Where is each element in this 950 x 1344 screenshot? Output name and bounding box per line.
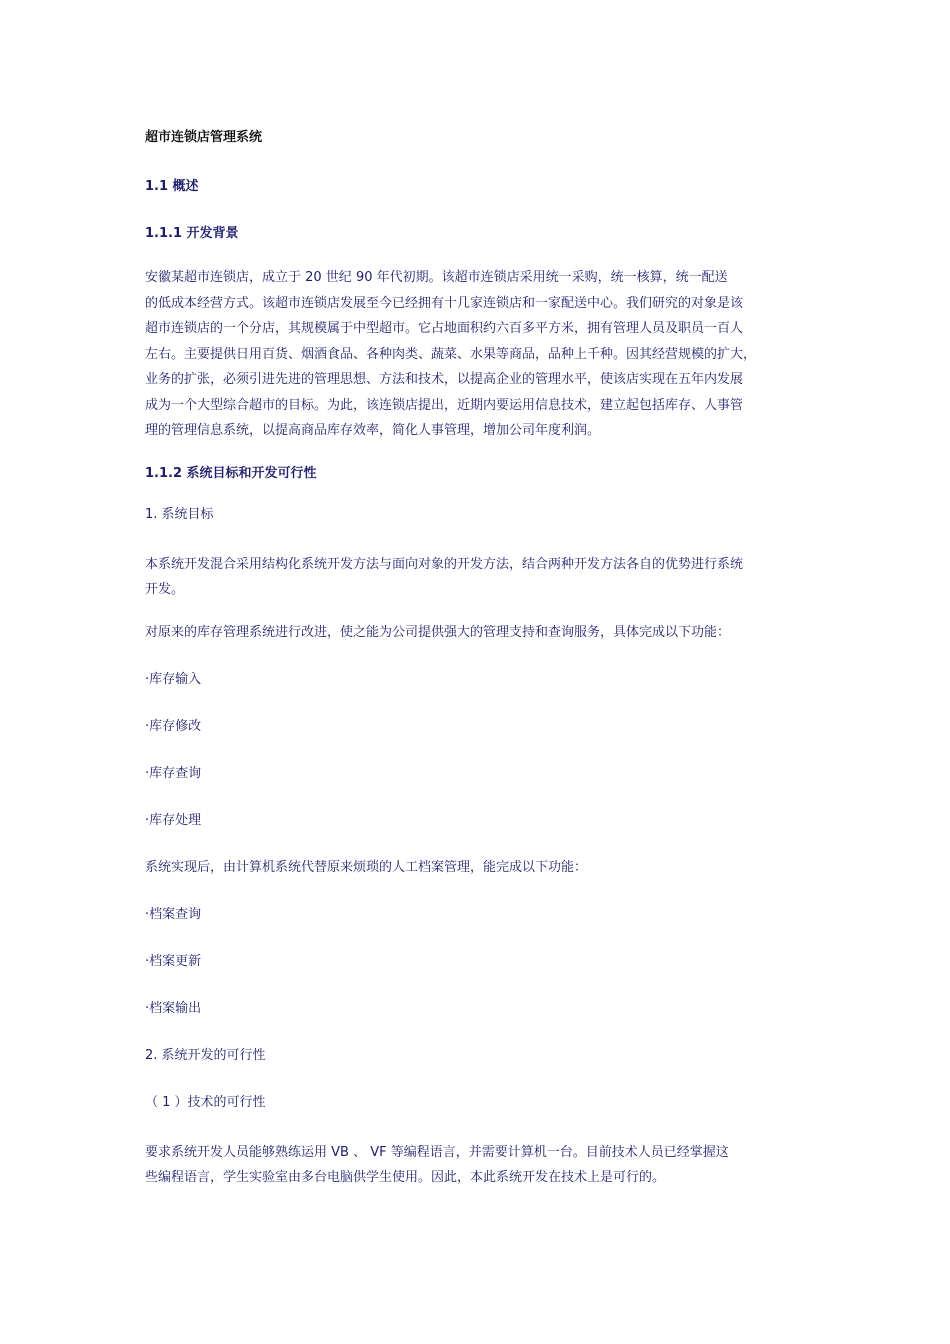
- method-paragraph: [145, 552, 815, 603]
- heading-goals-feasibility: 1.1.2 系统目标和开发可行性: [145, 465, 317, 481]
- paragraph-line: 左右。主要提供日用百货、烟酒食品、各种肉类、蔬菜、水果等商品，品种上千种。因其经营规模的扩大，: [145, 346, 757, 362]
- list-item-inventory-input: ·库存输入: [145, 671, 202, 687]
- list-item-inventory-modify: ·库存修改: [145, 718, 202, 734]
- paragraph-line: 理的管理信息系统，以提高商品库存效率，简化人事管理，增加公司年度利润。: [145, 423, 601, 438]
- document-title: 超市连锁店管理系统: [145, 130, 263, 145]
- paragraph-line: 成为一个大型综合超市的目标。为此，该连锁店提出，近期内要运用信息技术，建立起包括库存、人事管: [145, 397, 744, 413]
- paragraph-line: 的低成本经营方式。该超市连锁店发展至今已经拥有十几家连锁店和一家配送中心。我们研究的对象是该: [145, 295, 744, 311]
- list-item-archive-output: ·档案输出: [145, 1000, 202, 1016]
- paragraph-line: 些编程语言，学生实验室由多台电脑供学生使用。因此，本此系统开发在技术上是可行的。: [145, 1170, 666, 1185]
- document-page: [145, 128, 815, 1211]
- list-item-inventory-process: ·库存处理: [145, 812, 202, 828]
- inventory-intro: 对原来的库存管理系统进行改进，使之能为公司提供强大的管理支持和查询服务，具体完成以下功能：: [145, 624, 731, 640]
- item-feasibility: 2. 系统开发的可行性: [145, 1047, 266, 1063]
- heading-overview: 1.1 概述: [145, 179, 199, 194]
- item-technical-feasibility: （ 1 ）技术的可行性: [145, 1094, 266, 1110]
- item-system-goals: 1. 系统目标: [145, 506, 214, 522]
- tech-paragraph: [145, 1140, 815, 1191]
- paragraph-line: 本系统开发混合采用结构化系统开发方法与面向对象的开发方法，结合两种开发方法各自的优势进行系统: [145, 556, 744, 572]
- paragraph-line: 开发。: [145, 582, 185, 597]
- paragraph-line: 安徽某超市连锁店，成立于 20 世纪 90 年代初期。该超市连锁店采用统一采购，统一核算，统一配送: [145, 270, 728, 285]
- paragraph-line: 超市连锁店的一个分店，其规模属于中型超市。它占地面积约六百多平方米，拥有管理人员及职员一百人: [145, 321, 744, 336]
- paragraph-line: 要求系统开发人员能够熟练运用 VB 、 VF 等编程语言，并需要计算机一台。目前技术人员已经掌握这: [145, 1144, 729, 1160]
- list-item-archive-update: ·档案更新: [145, 953, 202, 969]
- background-paragraph: [145, 265, 815, 444]
- archive-intro: 系统实现后，由计算机系统代替原来烦琐的人工档案管理，能完成以下功能：: [145, 859, 588, 875]
- list-item-inventory-query: ·库存查询: [145, 765, 202, 781]
- list-item-archive-query: ·档案查询: [145, 906, 202, 922]
- paragraph-line: 业务的扩张，必须引进先进的管理思想、方法和技术，以提高企业的管理水平，使该店实现在五年内发展: [145, 372, 744, 387]
- heading-development-background: 1.1.1 开发背景: [145, 226, 239, 241]
